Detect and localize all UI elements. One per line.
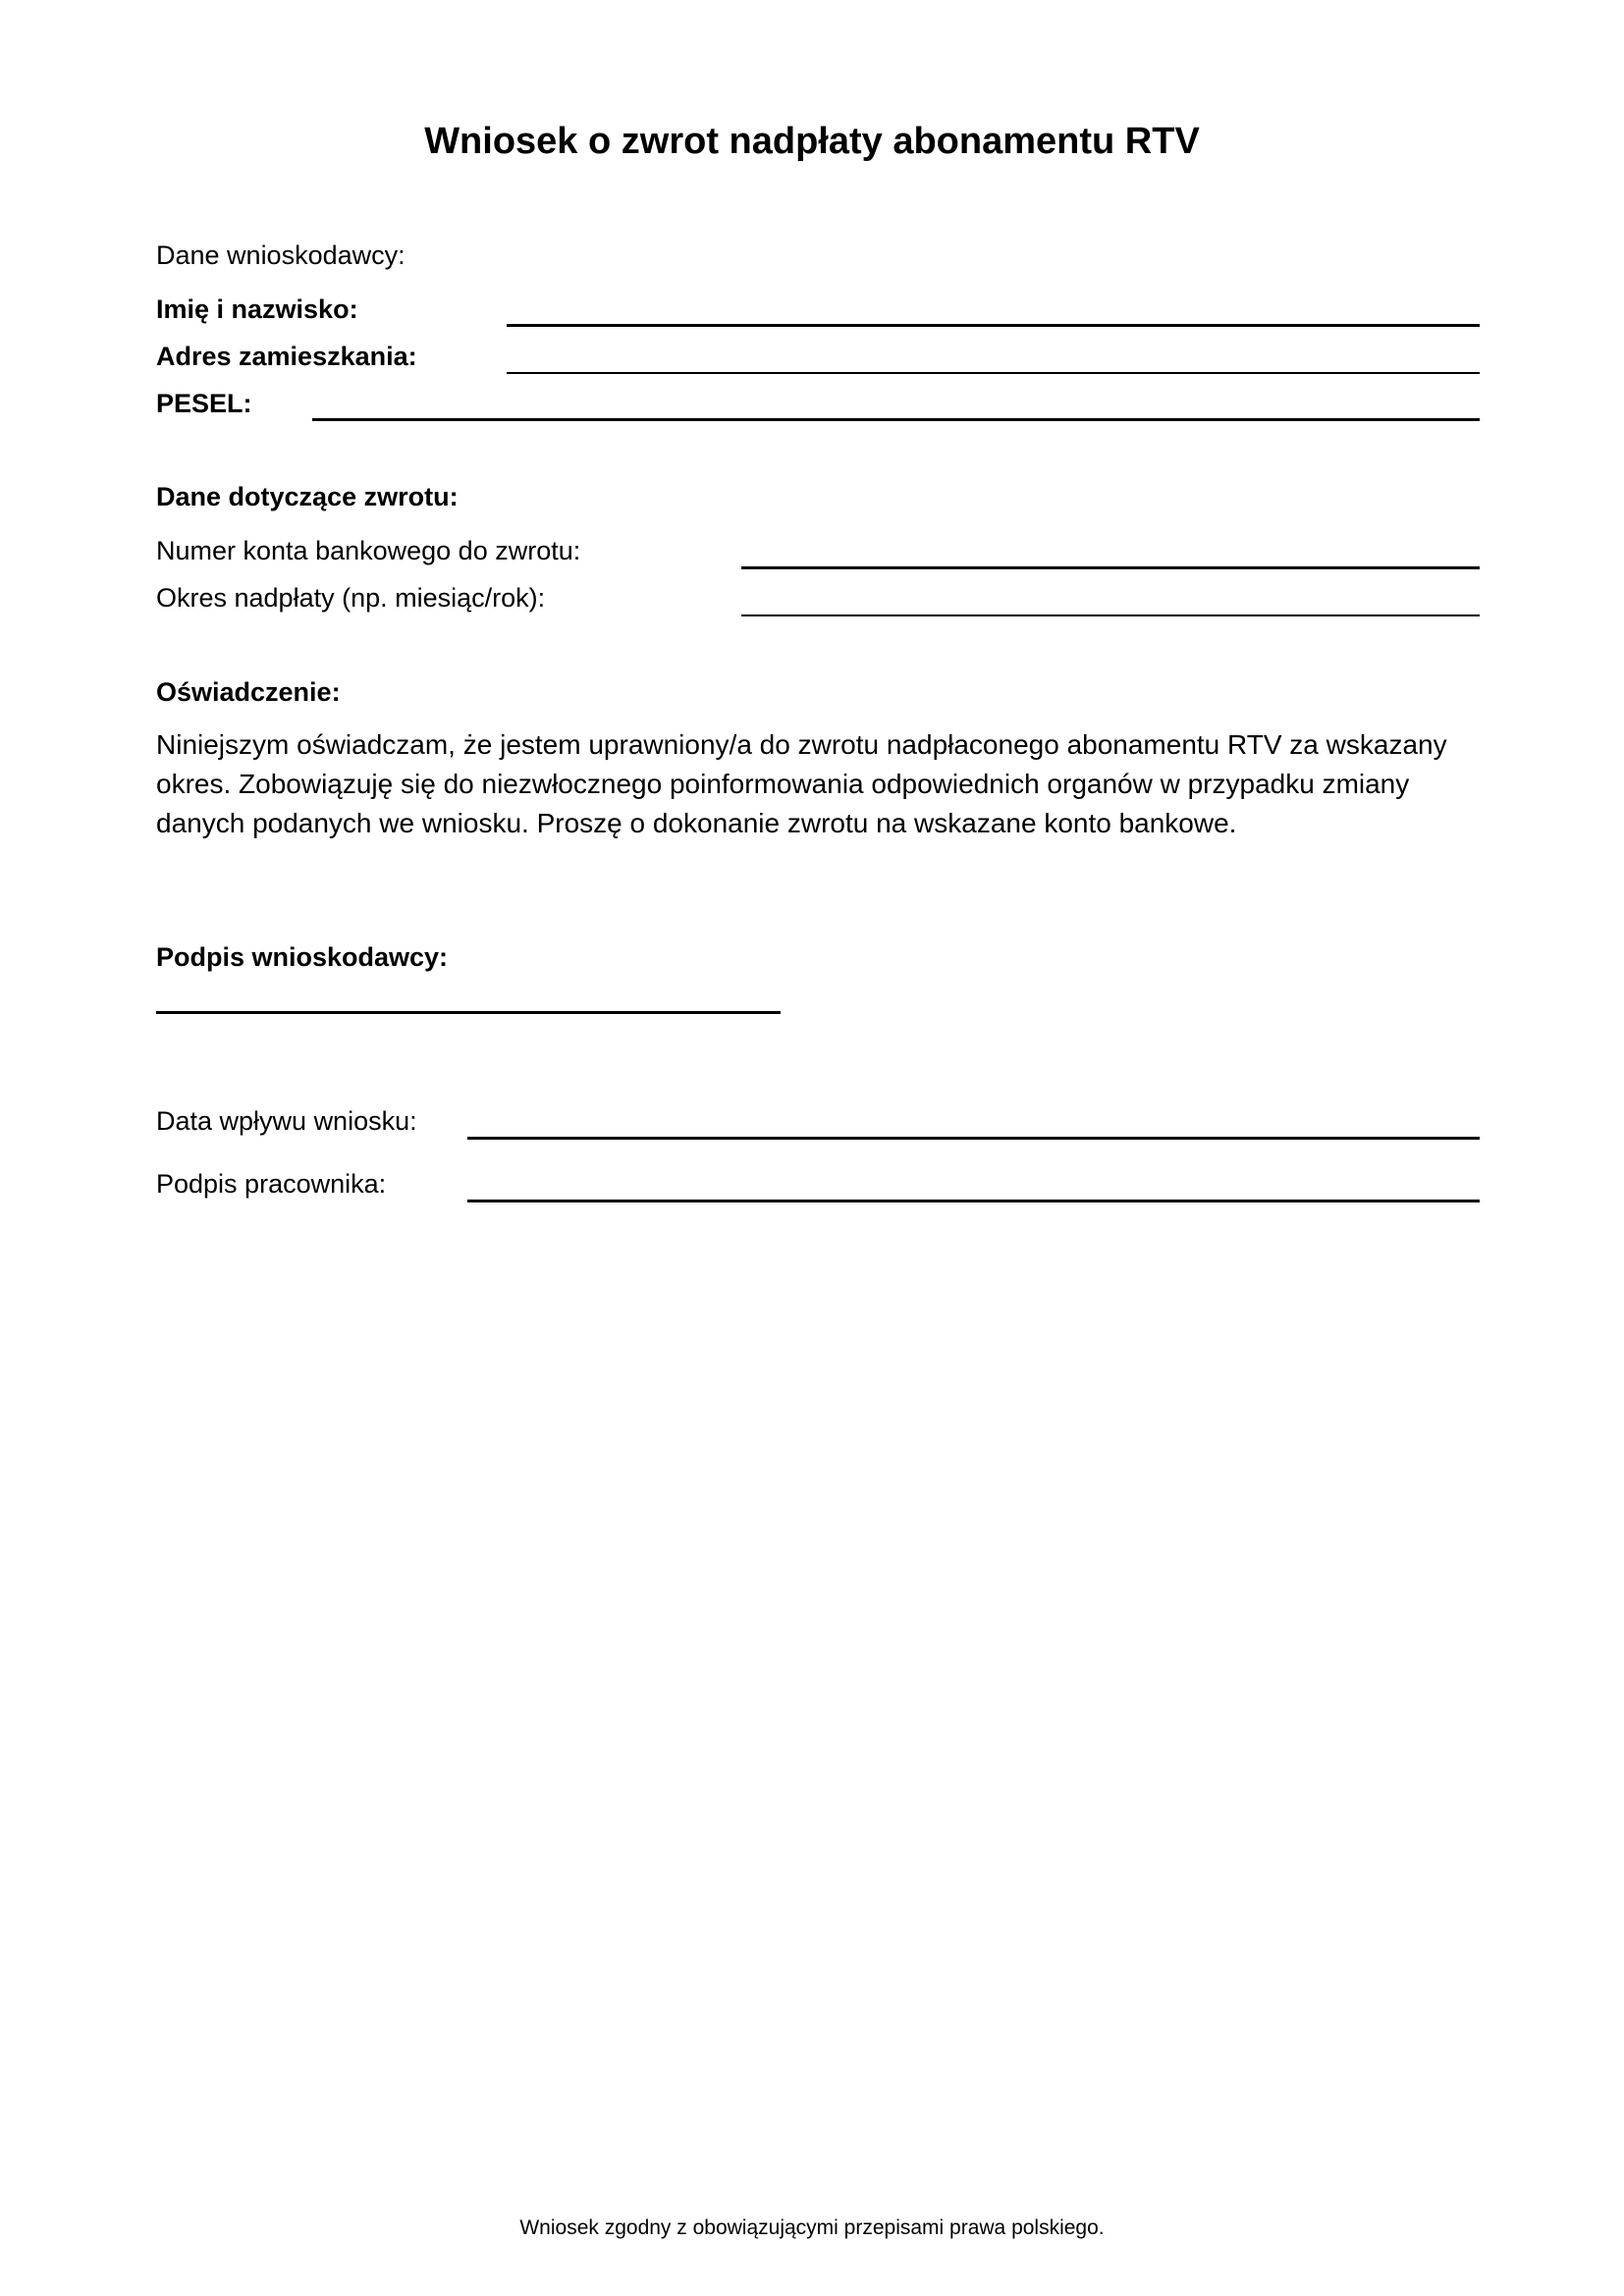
pesel-label: PESEL: <box>156 389 252 418</box>
employee-signature-line[interactable] <box>467 1200 1480 1202</box>
received-date-label: Data wpływu wniosku: <box>156 1106 417 1136</box>
account-field-line[interactable] <box>741 566 1480 569</box>
received-date-line[interactable] <box>467 1137 1480 1140</box>
declaration-text: Niniejszym oświadczam, że jestem uprawniony/a do zwrotu nadpłaconego abonamentu RTV za wskazany okres. Zobowiązuję się do niezwłocznego poinformowania odpowiednich organów w przypadku zmiany danych podanych we wniosku. Proszę o dokonanie zwrotu na wskazane konto bankowe. <box>156 729 1447 838</box>
document-title: Wniosek o zwrot nadpłaty abonamentu RTV <box>424 121 1200 162</box>
refund-section-label: Dane dotyczące zwrotu: <box>156 482 459 511</box>
applicant-signature-label: Podpis wnioskodawcy: <box>156 942 449 972</box>
pesel-field-line[interactable] <box>312 418 1480 421</box>
account-label: Numer konta bankowego do zwrotu: <box>156 536 581 565</box>
period-label: Okres nadpłaty (np. miesiąc/rok): <box>156 583 546 613</box>
declaration-heading: Oświadczenie: <box>156 677 341 707</box>
applicant-section-label: Dane wnioskodawcy: <box>156 240 406 270</box>
name-field-line[interactable] <box>507 324 1480 327</box>
footer-note: Wniosek zgodny z obowiązującymi przepisami prawa polskiego. <box>519 2216 1105 2239</box>
address-field-line[interactable] <box>507 372 1480 374</box>
name-label: Imię i nazwisko: <box>156 294 358 324</box>
employee-signature-label: Podpis pracownika: <box>156 1169 387 1199</box>
period-field-line[interactable] <box>741 614 1480 616</box>
applicant-signature-line[interactable] <box>156 1011 781 1014</box>
address-label: Adres zamieszkania: <box>156 342 417 371</box>
